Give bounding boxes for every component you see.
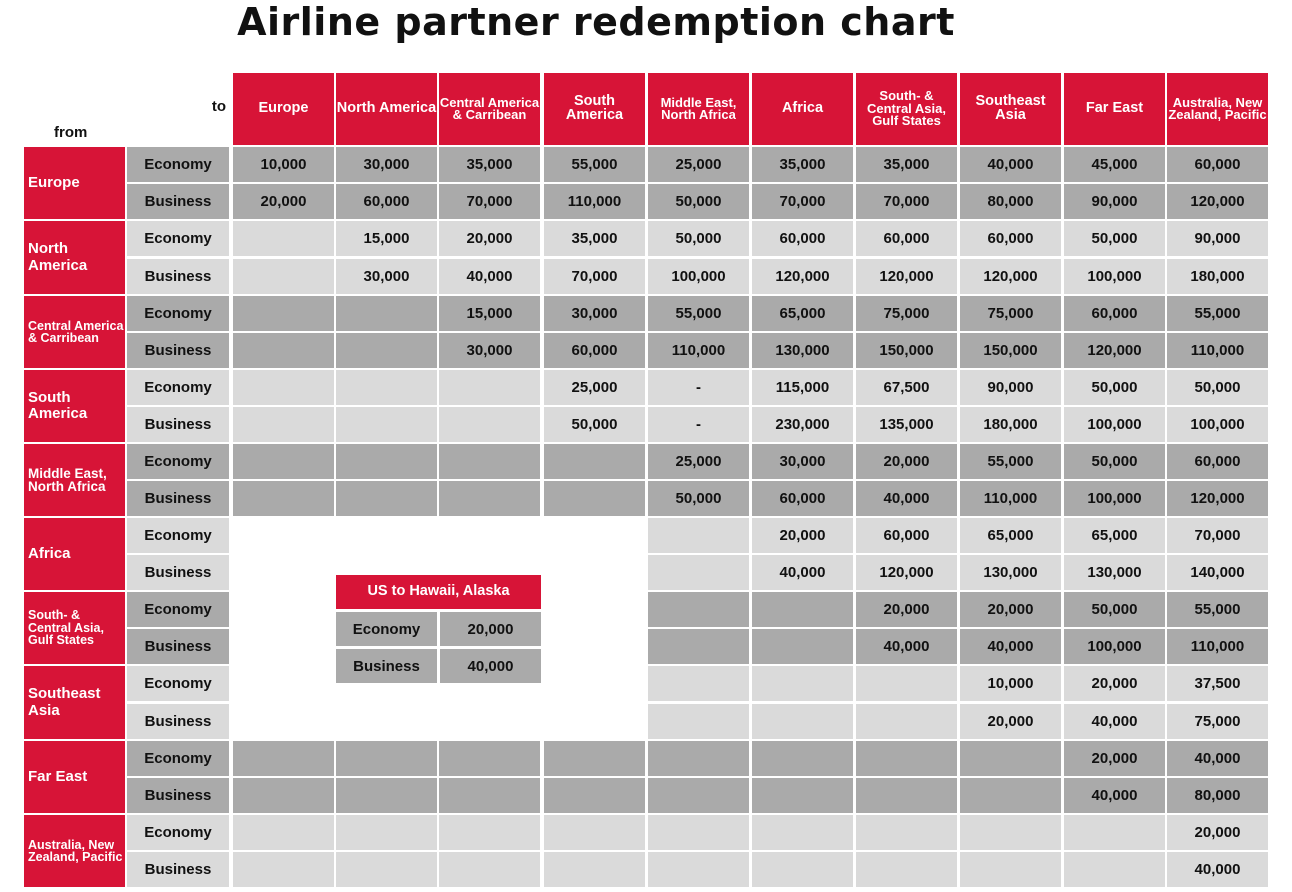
data-cell: 60,000 <box>544 333 645 368</box>
data-cell: 20,000 <box>1064 666 1165 701</box>
row-header: Middle East, North Africa <box>24 444 125 516</box>
data-cell <box>544 555 645 590</box>
data-cell: 25,000 <box>648 147 749 182</box>
data-cell <box>960 815 1061 850</box>
data-cell: 50,000 <box>1064 444 1165 479</box>
data-cell: 110,000 <box>544 184 645 219</box>
data-cell: 80,000 <box>960 184 1061 219</box>
data-cell <box>648 704 749 739</box>
data-cell: 70,000 <box>439 184 540 219</box>
data-cell <box>336 370 437 405</box>
class-label: Economy <box>127 815 229 850</box>
column-header: Far East <box>1064 73 1165 145</box>
data-cell <box>336 333 437 368</box>
data-cell: 110,000 <box>648 333 749 368</box>
data-cell: 100,000 <box>1064 481 1165 516</box>
data-cell <box>648 815 749 850</box>
data-cell <box>648 741 749 776</box>
data-cell: 55,000 <box>1167 592 1268 627</box>
data-cell: 130,000 <box>752 333 853 368</box>
column-header: Southeast Asia <box>960 73 1061 145</box>
data-cell: 40,000 <box>439 259 540 294</box>
data-cell: 50,000 <box>648 221 749 256</box>
class-label: Business <box>127 333 229 368</box>
data-cell <box>856 778 957 813</box>
data-cell <box>648 555 749 590</box>
data-cell: 40,000 <box>960 629 1061 664</box>
data-cell: 30,000 <box>336 259 437 294</box>
data-cell <box>233 518 334 553</box>
data-cell <box>648 778 749 813</box>
data-cell <box>233 296 334 331</box>
data-cell: 35,000 <box>544 221 645 256</box>
data-cell <box>336 444 437 479</box>
data-cell <box>752 666 853 701</box>
data-cell <box>544 778 645 813</box>
data-cell: 140,000 <box>1167 555 1268 590</box>
column-header: Africa <box>752 73 853 145</box>
data-cell: 35,000 <box>439 147 540 182</box>
data-cell: 60,000 <box>1167 147 1268 182</box>
class-label: Business <box>127 407 229 442</box>
data-cell <box>233 370 334 405</box>
data-cell <box>439 704 540 739</box>
data-cell: 20,000 <box>752 518 853 553</box>
data-cell: 120,000 <box>1167 184 1268 219</box>
data-cell: 60,000 <box>1167 444 1268 479</box>
row-header: Europe <box>24 147 125 219</box>
data-cell: 20,000 <box>856 444 957 479</box>
data-cell <box>233 666 334 701</box>
data-cell: 120,000 <box>1064 333 1165 368</box>
data-cell: 20,000 <box>1167 815 1268 850</box>
from-axis-label: from <box>54 124 88 141</box>
data-cell: 90,000 <box>960 370 1061 405</box>
data-cell <box>233 852 334 887</box>
data-cell <box>544 741 645 776</box>
class-label: Economy <box>127 518 229 553</box>
data-cell <box>336 852 437 887</box>
data-cell <box>648 629 749 664</box>
data-cell: 25,000 <box>648 444 749 479</box>
data-cell: 40,000 <box>960 147 1061 182</box>
data-cell: 65,000 <box>1064 518 1165 553</box>
data-cell <box>233 407 334 442</box>
data-cell <box>544 444 645 479</box>
data-cell <box>1064 852 1165 887</box>
data-cell: 75,000 <box>1167 704 1268 739</box>
class-label: Economy <box>127 147 229 182</box>
class-label: Business <box>127 481 229 516</box>
data-cell: 100,000 <box>1064 629 1165 664</box>
data-cell: 45,000 <box>1064 147 1165 182</box>
data-cell <box>960 741 1061 776</box>
data-cell <box>233 333 334 368</box>
data-cell: 60,000 <box>856 518 957 553</box>
data-cell: 70,000 <box>856 184 957 219</box>
row-header: Central America & Carribean <box>24 296 125 368</box>
data-cell: 37,500 <box>1167 666 1268 701</box>
data-cell: 135,000 <box>856 407 957 442</box>
data-cell: 20,000 <box>960 592 1061 627</box>
data-cell <box>233 629 334 664</box>
row-header: Australia, New Zealand, Pacific <box>24 815 125 887</box>
data-cell: 50,000 <box>1064 221 1165 256</box>
data-cell: 15,000 <box>439 296 540 331</box>
inset-class-label: Economy <box>336 612 437 646</box>
column-header: South- & Central Asia, Gulf States <box>856 73 957 145</box>
data-cell <box>544 852 645 887</box>
column-header: Europe <box>233 73 334 145</box>
data-cell <box>544 666 645 701</box>
data-cell <box>233 704 334 739</box>
data-cell <box>233 481 334 516</box>
data-cell <box>856 704 957 739</box>
data-cell <box>752 778 853 813</box>
data-cell <box>233 815 334 850</box>
data-cell <box>233 259 334 294</box>
data-cell: 120,000 <box>960 259 1061 294</box>
data-cell: 120,000 <box>856 555 957 590</box>
data-cell: 70,000 <box>752 184 853 219</box>
data-cell <box>233 778 334 813</box>
data-cell: 40,000 <box>1167 741 1268 776</box>
chart-title: Airline partner redemption chart <box>237 0 955 44</box>
row-header: Far East <box>24 741 125 813</box>
data-cell: 20,000 <box>233 184 334 219</box>
data-cell: 115,000 <box>752 370 853 405</box>
data-cell <box>233 592 334 627</box>
data-cell: 20,000 <box>1064 741 1165 776</box>
inset-class-label: Business <box>336 649 437 683</box>
data-cell <box>752 629 853 664</box>
data-cell <box>439 815 540 850</box>
data-cell: 35,000 <box>856 147 957 182</box>
data-cell: 30,000 <box>336 147 437 182</box>
data-cell: 80,000 <box>1167 778 1268 813</box>
data-cell: 67,500 <box>856 370 957 405</box>
data-cell: 70,000 <box>544 259 645 294</box>
data-cell: 120,000 <box>752 259 853 294</box>
data-cell: 50,000 <box>648 481 749 516</box>
data-cell <box>336 741 437 776</box>
class-label: Economy <box>127 296 229 331</box>
data-cell: - <box>648 370 749 405</box>
to-axis-label: to <box>211 98 226 115</box>
data-cell <box>960 778 1061 813</box>
class-label: Economy <box>127 444 229 479</box>
data-cell <box>336 815 437 850</box>
data-cell <box>752 741 853 776</box>
data-cell: 55,000 <box>544 147 645 182</box>
column-header: North America <box>336 73 437 145</box>
column-header: Central America & Carribean <box>439 73 540 145</box>
data-cell: 50,000 <box>544 407 645 442</box>
data-cell <box>752 815 853 850</box>
class-label: Business <box>127 259 229 294</box>
row-header: Africa <box>24 518 125 590</box>
class-label: Business <box>127 184 229 219</box>
data-cell: 60,000 <box>960 221 1061 256</box>
data-cell: 40,000 <box>752 555 853 590</box>
data-cell <box>336 778 437 813</box>
data-cell <box>544 704 645 739</box>
data-cell <box>856 666 957 701</box>
row-header: North America <box>24 221 125 294</box>
data-cell <box>439 444 540 479</box>
data-cell <box>439 518 540 553</box>
data-cell <box>544 815 645 850</box>
class-label: Business <box>127 778 229 813</box>
data-cell: 25,000 <box>544 370 645 405</box>
data-cell <box>856 815 957 850</box>
data-cell: 110,000 <box>960 481 1061 516</box>
data-cell: 100,000 <box>1064 259 1165 294</box>
data-cell: 20,000 <box>439 221 540 256</box>
column-header: South America <box>544 73 645 145</box>
inset-miles-value: 20,000 <box>440 612 541 646</box>
data-cell: 60,000 <box>752 221 853 256</box>
data-cell <box>960 852 1061 887</box>
data-cell: 130,000 <box>960 555 1061 590</box>
data-cell <box>336 407 437 442</box>
data-cell: 100,000 <box>1064 407 1165 442</box>
data-cell: 40,000 <box>856 481 957 516</box>
data-cell: 30,000 <box>752 444 853 479</box>
column-header: Australia, New Zealand, Pacific <box>1167 73 1268 145</box>
class-label: Economy <box>127 370 229 405</box>
data-cell <box>439 741 540 776</box>
data-cell <box>544 518 645 553</box>
data-cell: 120,000 <box>856 259 957 294</box>
data-cell <box>648 592 749 627</box>
data-cell <box>856 852 957 887</box>
data-cell: 10,000 <box>960 666 1061 701</box>
data-cell: 40,000 <box>856 629 957 664</box>
data-cell <box>544 592 645 627</box>
data-cell: - <box>648 407 749 442</box>
data-cell <box>752 704 853 739</box>
class-label: Business <box>127 629 229 664</box>
data-cell <box>752 592 853 627</box>
data-cell <box>648 852 749 887</box>
data-cell <box>648 666 749 701</box>
data-cell: 50,000 <box>1167 370 1268 405</box>
data-cell: 110,000 <box>1167 333 1268 368</box>
data-cell: 55,000 <box>1167 296 1268 331</box>
data-cell <box>233 555 334 590</box>
data-cell: 65,000 <box>960 518 1061 553</box>
data-cell: 65,000 <box>752 296 853 331</box>
row-header: South- & Central Asia, Gulf States <box>24 592 125 664</box>
row-header: Southeast Asia <box>24 666 125 739</box>
data-cell: 180,000 <box>960 407 1061 442</box>
data-cell: 100,000 <box>648 259 749 294</box>
row-header: South America <box>24 370 125 442</box>
data-cell: 60,000 <box>752 481 853 516</box>
data-cell <box>233 444 334 479</box>
data-cell: 40,000 <box>1064 704 1165 739</box>
class-label: Business <box>127 704 229 739</box>
data-cell: 100,000 <box>1167 407 1268 442</box>
data-cell: 230,000 <box>752 407 853 442</box>
data-cell: 40,000 <box>1167 852 1268 887</box>
data-cell <box>336 518 437 553</box>
data-cell: 20,000 <box>960 704 1061 739</box>
data-cell: 15,000 <box>336 221 437 256</box>
data-cell <box>439 778 540 813</box>
data-cell: 55,000 <box>960 444 1061 479</box>
data-cell: 150,000 <box>856 333 957 368</box>
inset-miles-value: 40,000 <box>440 649 541 683</box>
data-cell: 30,000 <box>544 296 645 331</box>
data-cell <box>439 481 540 516</box>
data-cell: 50,000 <box>1064 592 1165 627</box>
data-cell: 75,000 <box>856 296 957 331</box>
data-cell: 90,000 <box>1064 184 1165 219</box>
data-cell: 110,000 <box>1167 629 1268 664</box>
data-cell: 150,000 <box>960 333 1061 368</box>
data-cell: 50,000 <box>648 184 749 219</box>
data-cell: 40,000 <box>1064 778 1165 813</box>
data-cell: 60,000 <box>336 184 437 219</box>
data-cell: 120,000 <box>1167 481 1268 516</box>
data-cell <box>439 852 540 887</box>
data-cell: 55,000 <box>648 296 749 331</box>
data-cell: 20,000 <box>856 592 957 627</box>
data-cell: 180,000 <box>1167 259 1268 294</box>
data-cell <box>336 296 437 331</box>
column-header: Middle East, North Africa <box>648 73 749 145</box>
data-cell: 50,000 <box>1064 370 1165 405</box>
class-label: Economy <box>127 666 229 701</box>
data-cell <box>233 221 334 256</box>
data-cell <box>336 481 437 516</box>
data-cell: 60,000 <box>1064 296 1165 331</box>
data-cell: 35,000 <box>752 147 853 182</box>
data-cell: 70,000 <box>1167 518 1268 553</box>
data-cell <box>856 741 957 776</box>
data-cell: 90,000 <box>1167 221 1268 256</box>
data-cell <box>752 852 853 887</box>
data-cell: 10,000 <box>233 147 334 182</box>
data-cell <box>1064 815 1165 850</box>
class-label: Economy <box>127 221 229 256</box>
data-cell <box>336 704 437 739</box>
class-label: Business <box>127 555 229 590</box>
data-cell <box>439 407 540 442</box>
data-cell <box>544 481 645 516</box>
class-label: Economy <box>127 592 229 627</box>
data-cell <box>233 741 334 776</box>
class-label: Business <box>127 852 229 887</box>
data-cell <box>544 629 645 664</box>
data-cell: 75,000 <box>960 296 1061 331</box>
inset-title: US to Hawaii, Alaska <box>336 575 541 609</box>
data-cell: 130,000 <box>1064 555 1165 590</box>
data-cell: 60,000 <box>856 221 957 256</box>
data-cell <box>439 370 540 405</box>
class-label: Economy <box>127 741 229 776</box>
data-cell: 30,000 <box>439 333 540 368</box>
data-cell <box>648 518 749 553</box>
